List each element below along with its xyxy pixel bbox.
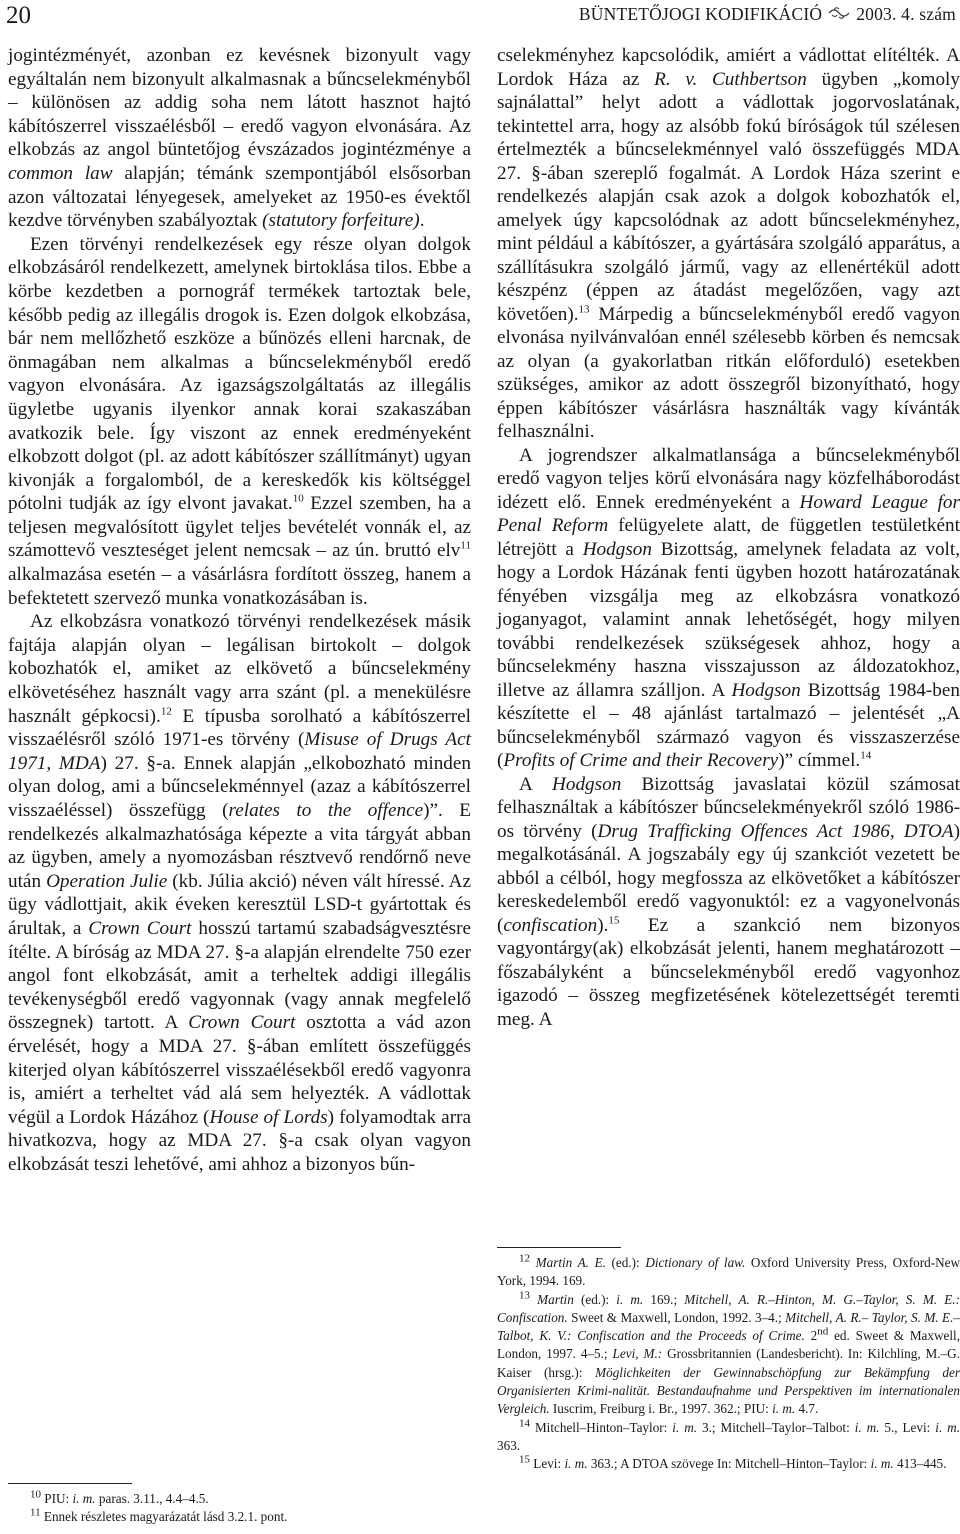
- left-column-body: [8, 44, 471, 1177]
- left-column: [8, 44, 471, 1177]
- footnote-14: $^{14}$ Mitchell–Hinton–Taylor: i. m. 3.; Mitchell–Taylor–Talbot: i. m. 5., Levi: i. m. 363.: [497, 1417, 960, 1453]
- left-paragraph-2: Ezen törvényi rendelkezések egy része olyan dolgok elkobzásáról rendelkezett, amelynek birtoklása tilos. Ebbe a körbe kezdetben a pornográf termékek tartoztak bele, később pedig az illegális drogok is. Ezen dolgok elkobzása, bár nem mellőzhető eszköze a bűnözés elleni harcnak, de önmagában nem alkalmas a bűncselekményből eredő vagyon elvonására. Az igazságszolgáltatás az illegális ügyletbe ugyanis ilyenkor annak korai szakaszában avatkozik bele. Így viszont az ennek eredményeként elkobzott dolgot (pl. az adott kábítószer szállítmányt) ugyan kivonják a forgalomból, de a kereskedők kis költséggel pótolni tudják az így elvont javakat.$^{10}$ Ezzel szemben, ha a teljesen megvalósított ügylet teljes bevételét vonnák el, az számottevő veszteséget jelent nemcsak – az ún. bruttó elv$^{11}$ alkalmazása esetén – a vásárlásra fordított összeg, hanem a befektetett szervező munka vonatkozásában is.: [8, 233, 471, 609]
- right-paragraph-1: cselekményhez kapcsolódik, amiért a vádlottat elítélték. A Lordok Háza az R. v. Cuthbertson ügyben „komoly sajnálattal” helyt adott a vádlottak jogorvoslatának, tekintettel arra, hogy az alsóbb fokú bíróságok túl szélesen értelmezték a bűncselekménnyel való összefüggés MDA 27. §-ában szereplő fogalmát. A Lordok Háza szerint e rendelkezés alapján csak azok a dolgok kobozhatók el, amelyek úgy kapcsolódnak az adott bűncselekményhez, mint például a kábítószer, a gyártására szolgáló apparátus, a szállításukra szolgáló jármű, vagy az ellenértékül adott készpénz (éppen az átadást megelőzően, vagy azt követően).$^{13}$ Márpedig a bűncselekményből eredő vagyon elvonása nyilvánvalóan ennél szélesebb körben és nemcsak az olyan (a gyakorlatban ritkán előforduló) esetekben szükséges, amikor az adott összegről bizonyítható, hogy éppen kábítószer vásárlásra használták vagy kívánták felhasználni.: [497, 45, 960, 442]
- right-column: [497, 44, 960, 1031]
- journal-name: BÜNTETŐJOGI KODIFIKÁCIÓ: [578, 4, 823, 24]
- page-header: [0, 0, 960, 40]
- left-footnotes: [8, 1483, 471, 1527]
- left-paragraph-3: Az elkobzásra vonatkozó törvényi rendelkezések másik fajtája alapján olyan – legálisan birtokolt – dolgok kobozhatók el, amiket az elkövető a bűncselekmény elkövetéséhez használt vagy arra szánt (pl. a menekülésre használt gépkocsi).$^{12}$ E típusba sorolható a kábítószerrel visszaélésről szóló 1971-es törvény (Misuse of Drugs Act 1971, MDA) 27. §-a. Ennek alapján „elkobozható minden olyan dolog, ami a bűncselekménnyel (azaz a kábítószerrel visszaéléssel) összefügg (relates to the offence)”. E rendelkezés alkalmazhatósága képezte a vita tárgyát abban az ügyben, amely a nyomozásban résztvevő rendőrnő neve után Operation Julie (kb. Júlia akció) néven vált híressé. Az ügy vádlottjait, akik éveken keresztül LSD-t gyártottak és árultak, a Crown Court hosszú tartamú szabadságvesztésre ítélte. A bíróság az MDA 27. §-a alapján elrendelte 750 ezer angol font elkobzását, amit a terheltek addigi illegális tevékenységből eredő vagyonnak (vagy annak megfelelő összegnek) tartott. A Crown Court osztotta a vád azon érvelését, hogy a MDA 27. §-ában említett összefüggés kiterjed olyan kábítószerrel visszaélésekből eredő vagyonra is, amiért a terheltet vád alá sem helyezték. A vádlottak végül a Lordok Házához (House of Lords) folyamodtak arra hivatkozva, hogy az MDA 27. §-a csak olyan vagyon elkobzását teszi lehetővé, ami ahhoz a bizonyos bűn-: [8, 611, 472, 1175]
- leaf-ornament-icon: [828, 5, 850, 25]
- footnote-11: $^{11}$ Ennek részletes magyarázatát lásd 3.2.1. pont.: [30, 1506, 288, 1525]
- footnote-rule: [497, 1247, 621, 1248]
- footnote-10: $^{10}$ PIU: i. m. paras. 3.11., 4.4–4.5.: [30, 1488, 209, 1506]
- footnote-13: $^{13}$ Martin (ed.): i. m. 169.; Mitchell, A. R.–Hinton, M. G.–Taylor, S. M. E.: Confiscation. Sweet & Maxwell, London, 1992. 3–4.; Mitchell, A. R.– Taylor, S. M. E.–Talbot, K. V.: Confiscation and the Proceeds of Crime. 2nd ed. Sweet & Maxwell, London, 1997. 4–5.; Levi, M.: Grossbritannien (Landesbericht). In: Kilchling, M.–G. Kaiser (hrsg.): Möglichkeiten der Gewinnabschöpfung zur Bekämpfung der Organisierten Krimi-nalität. Bestandaufnahme und Perspektiven im internationalen Vergleich. Iuscrim, Freiburg i. Br., 1997. 362.; PIU: i. m. 4.7.: [497, 1289, 960, 1417]
- right-paragraph-3: A Hodgson Bizottság javaslatai közül számosat felhasználtak a kábítószer bűncselekményekről szóló 1986-os törvény (Drug Trafficking Offences Act 1986, DTOA) megalkotásánál. A jogszabály egy új szankciót vezetett be abból a célból, hogy megfossza az elkövetőket a kábítószer kereskedelemből eredő vagyonuktól: ez a vagyonelvonás (confiscation).$^{15}$ Ez a szankció nem bizonyos vagyontárgy(ak) elkobzását jelenti, hanem meghatározott – főszabályként a bűncselekményből eredő vagyonhoz igazodó – összeg megfizetésének kötelezettségét teremti meg. A: [497, 773, 960, 1030]
- journal-issue: 2003. 4. szám: [856, 4, 956, 24]
- right-footnotes: [497, 1247, 960, 1474]
- footnote-12: $^{12}$ Martin A. E. (ed.): Dictionary of law. Oxford University Press, Oxford-New York, 1994. 169.: [497, 1252, 960, 1289]
- page-number: 20: [6, 2, 31, 29]
- journal-title: [579, 4, 956, 25]
- left-paragraph-1: jogintézményét, azonban ez kevésnek bizonyult vagy egyáltalán nem bizonyult alkalmasnak a bűncselekményből – különösen az addig soha nem látott hasznot hajtó kábítószerrel visszaélésből – eredő vagyon elvonására. Az elkobzás az angol büntetőjog évszázados jogintézménye a common law alapján; témánk szempontjából elsősorban azon változatai lényegesek, amelyeket az 1950-es évektől kezdve törvényben szabályoztak (statutory forfeiture).: [8, 45, 472, 232]
- right-paragraph-2: A jogrendszer alkalmatlansága a bűncselekményből eredő vagyon teljes körű elvonására nagy közfelháborodást idézett elő. Ennek eredményeként a Howard League for Penal Reform felügyelete alatt, de független testületként létrejött a Hodgson Bizottság, amelynek feladata az volt, hogy a Lordok Házának fenti ügyben hozott határozatának fényében vizsgálja meg az elkobzásra vonatkozó joganyagot, valamint annak lehetőségét, hogy milyen további rendelkezések szükségesek ahhoz, hogy a bűncselekmény haszna visszajusson az áldozatokhoz, illetve az államra szálljon. A Hodgson Bizottság 1984-ben készítette el – 48 ajánlást tartalmazó – jelentését „A bűncselekményből származó vagyon és visszaszerzése (Profits of Crime and their Recovery)” címmel.$^{14}$: [497, 444, 960, 771]
- footnote-15: $^{15}$ Levi: i. m. 363.; A DTOA szövege In: Mitchell–Hinton–Taylor: i. m. 413–445.: [519, 1453, 947, 1472]
- footnote-rule: [8, 1483, 132, 1484]
